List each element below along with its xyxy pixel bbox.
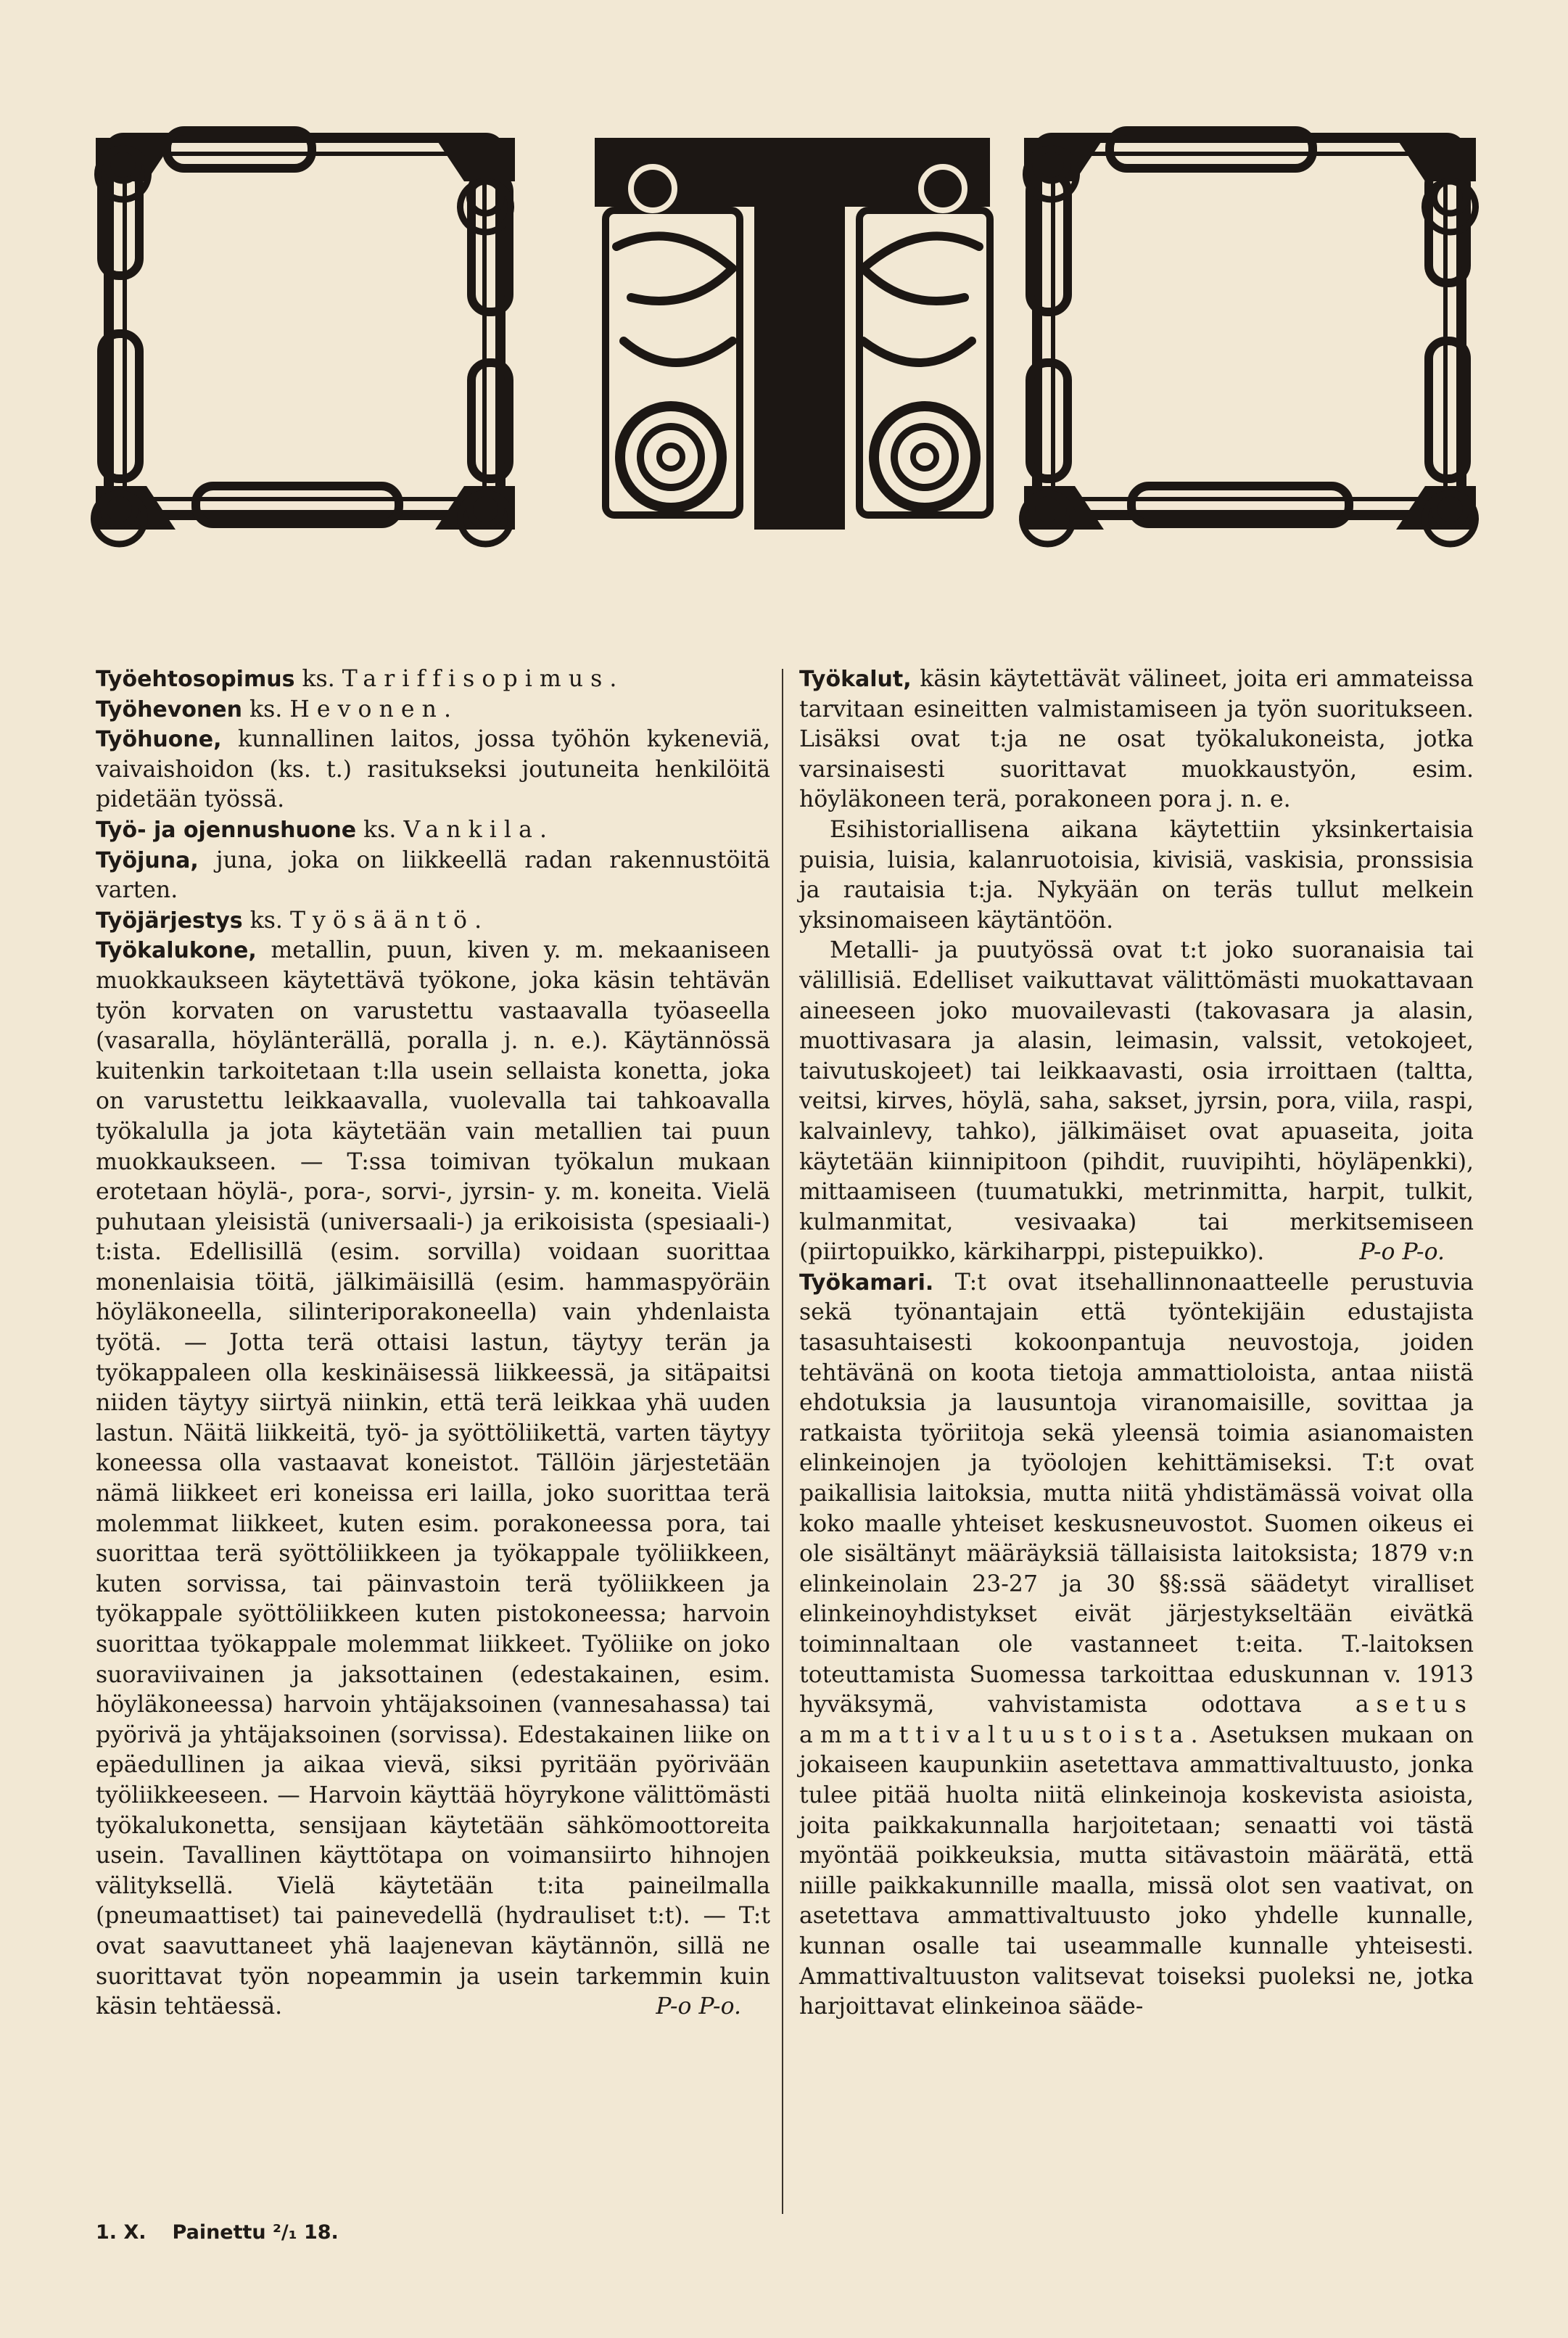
entry-tyokalukone — [96, 936, 770, 2022]
printed-label: Painettu — [172, 2221, 266, 2244]
entry-text: juna, joka on liikkeellä radan rakennustöitä varten. — [96, 847, 770, 904]
left-column — [96, 664, 770, 2022]
spaced-term: asetus ammattivaltuustoista — [799, 1692, 1474, 1748]
entry-tyojuna — [96, 846, 770, 906]
entry-tyohevonen: Työhevonen ks. Hevonen. — [96, 696, 451, 723]
headword: Työkalut, — [799, 667, 912, 692]
cross-reference: Vankila — [403, 816, 540, 843]
column-divider — [782, 669, 783, 2214]
cross-reference: Työsääntö — [289, 907, 475, 934]
author-signature: P-o P-o. — [1359, 1239, 1445, 1266]
entry-text: T:t ovat itsehallinnonaatteelle perustuvia sekä työnantajain että työntekijäin edustajista tasasuhtaisesti kokoonpantuja neuvostoja, joiden tehtävänä on koota tietoja ammattioloista, antaa niistä ehdotuksia ja lausuntoja viranomaisille, sovittaa ja ratkaista työriitoja sekä yleensä toimia asianomaisten elinkeinojen ja työolojen kehittämiseksi. T:t ovat paikallisia laitoksia, mutta niitä yhdistämässä voivat olla koko maalle yhteiset keskusneuvostot. Suomen oikeus ei ole sisältänyt määräyksiä tällaisista laitoksista; 1879 v:n elinkeinolain 23-27 ja 30 §§:ssä säädetyt viralliset elinkeinoyhdistykset eivät järjestykseltään eivätkä toiminnaltaan ole vastanneet t:eita. T.-laitoksen toteuttamista Suomessa tarkoittaa eduskunnan v. 1913 hyväksymä, vahvistamista odottava — [799, 1269, 1474, 1718]
ornament-svg — [0, 123, 1568, 559]
entry-tyo-ja-ojennushuone: Työ- ja ojennushuone ks. Vankila. — [96, 816, 547, 843]
headword: Työhuone, — [96, 727, 222, 753]
headword: Työhevonen — [96, 696, 243, 723]
right-frame-ornament — [1030, 131, 1466, 524]
entry-text: käsin käytettävät välineet, joita eri ammateissa tarvitaan esineitten valmistamiseen ja työn suoritukseen. Lisäksi ovat t:ja ne osat työkalukoneista, jotka varsinaisesti suorittavat muokkaustyön, esim. höyläkoneen terä, porakoneen pora j. n. e. — [799, 666, 1474, 813]
entry-tyoehtosopimus: Työehtosopimus ks. Tariffisopimus. — [96, 666, 617, 692]
initial-letter-t-ornament — [595, 138, 990, 530]
entry-text: . Asetuksen mukaan on jokaiseen kaupunkiin asetettava ammattivaltuusto, jonka tulee pitää huolta niitä elinkeinoja koskevista asioista, joita paikkakunnalla harjoitetaan; senaatti voi tästä myöntää poikkeuksia, mutta sitävastoin määrätä, että niille paikkakunnille maalla, missä olot sen vaativat, on asetettava ammattivaltuusto joko yhdelle kunnalle, kunnan osalle tai useammalle kunnalle yhteisesti. Ammattivaltuuston valitsevat toiseksi puoleksi ne, jotka harjoittavat elinkeinoa sääde- — [799, 1721, 1474, 2020]
headword: Työjärjestys — [96, 907, 243, 934]
headword: Työ- ja ojennushuone — [96, 817, 357, 843]
left-frame-ornament — [102, 131, 509, 524]
entry-tyohuone — [96, 725, 770, 815]
entry-text: metallin, puun, kiven y. m. mekaaniseen muokkaukseen käytettävä työkone, joka käsin tehtävän työn korvaten on varustettu vastaavalla työaseella (vasaralla, höylänterällä, poralla j. n. e.). Käytännössä kuitenkin tarkoitetaan t:lla usein sellaista konetta, joka on varustettu leikkaavalla, vuolevalla tai tahkoavalla työkalulla ja jota käytetään vain metallien tai puun muokkaukseen. — T:ssa toimivan työkalun mukaan erotetaan höylä-, pora-, sorvi-, jyrsin- y. m. koneita. Vielä puhutaan yleisistä (universaali-) ja erikoisista (spesiaali-) t:ista. Edellisillä (esim. sorvilla) voidaan suorittaa monenlaisia töitä, jälkimäisillä (esim. hammaspyöräin höyläkoneella, silinteriporakoneella) vain yhdenlaista työtä. — Jotta terä ottaisi lastun, täytyy terän ja työkappaleen olla keskinäisessä liikkeessä, ja sitäpaitsi niiden täytyy siirtyä niinkin, että terä leikkaa yhä uuden lastun. Näitä liikkeitä, työ- ja syöttöliikettä, varten täytyy koneessa olla vastaavat koneistot. Tällöin järjestetään nämä liikkeet eri koneissa eri lailla, joko suorittaa terä molemmat liikkeet, kuten esim. porakoneessa pora, tai suorittaa terä syöttöliikkeen ja työkappale työliikkeen, kuten sorvissa, tai päinvastoin terä työliikkeen ja työkappale syöttöliikkeen kuten pistokoneessa; harvoin suorittaa työkappale molemmat liikkeet. Työliike on joko suoraviivainen ja jaksottainen (edestakainen, esim. höyläkoneessa) harvoin yhtäjaksoinen (vannesahassa) tai pyörivä ja yhtäjaksoinen (sorvissa). Edestakainen liike on epäedullinen ja aikaa vievä, siksi pyritään pyörivään työliikkeeseen. — Harvoin käyttää höyrykone välittömästi työkalukonetta, sensijaan käytetään sähkömoottoreita usein. Tavallinen käyttötapa on voimansiirto hihnojen välityksellä. Vielä käytetään t:ita paineilmalla (pneumaattiset) tai painevedellä (hydrauliset t:t). — T:t ovat saavuttaneet yhä laajenevan käytännön, sillä ne suorittavat työn nopeammin ja usein tarkemmin kuin käsin tehtäessä. — [96, 937, 770, 2020]
printed-date: ²/₁ 18. — [273, 2221, 339, 2244]
decorative-initial-ornament — [0, 123, 1568, 559]
author-signature: P-o P-o. — [656, 1993, 741, 2020]
cross-reference: Hevonen — [289, 696, 444, 723]
right-column — [799, 664, 1474, 2022]
entry-tyojarjestys: Työjärjestys ks. Työsääntö. — [96, 907, 482, 934]
entry-text: kunnallinen laitos, jossa työhön kykeneviä, vaivaishoidon (ks. t.) rasitukseksi joutuneita henkilöitä pidetään työssä. — [96, 726, 770, 813]
headword: Työkamari. — [799, 1269, 934, 1296]
volume-mark: 1. X. — [96, 2221, 147, 2244]
cross-reference: Tariffisopimus — [342, 666, 610, 692]
paragraph: Esihistoriallisena aikana käytettiin yksinkertaisia puisia, luisia, kalanruotoisia, kivisiä, vaskisia, pronssisia ja rautaisia t:ja. Nykyään on teräs tullut melkein yksinomaiseen käytäntöön. — [799, 816, 1474, 934]
print-footer — [96, 2221, 339, 2244]
paragraph: Metalli- ja puutyössä ovat t:t joko suoranaisia tai välillisiä. Edelliset vaikuttavat välittömästi muokattavaan aineeseen joko muovailevasti (takovasara ja alasin, muottivasara ja alasin, leimasin, valssit, vetokojeet, taivutuskojeet) tai leikkaavasti, osia irroittaen (taltta, veitsi, kirves, höylä, saha, sakset, jyrsin, pora, viila, raspi, kalvainlevy, tahko), jälkimäiset ovat apuaseita, joita käytetään kiinnipitoon (pihdit, ruuvipihti, höyläpenkki), mittaamiseen (tuumatukki, metrinmitta, harpit, tulkit, kulmanmitat, vesivaaka) tai merkitsemiseen (piirtopuikko, kärkiharppi, pistepuikko). P-o P-o. — [799, 936, 1474, 1268]
headword: Työjuna, — [96, 847, 199, 873]
headword: Työehtosopimus — [96, 667, 295, 692]
headword: Työkalukone, — [96, 938, 257, 964]
entry-tyokamari — [799, 1268, 1474, 2022]
entry-tyokalut — [799, 664, 1474, 815]
